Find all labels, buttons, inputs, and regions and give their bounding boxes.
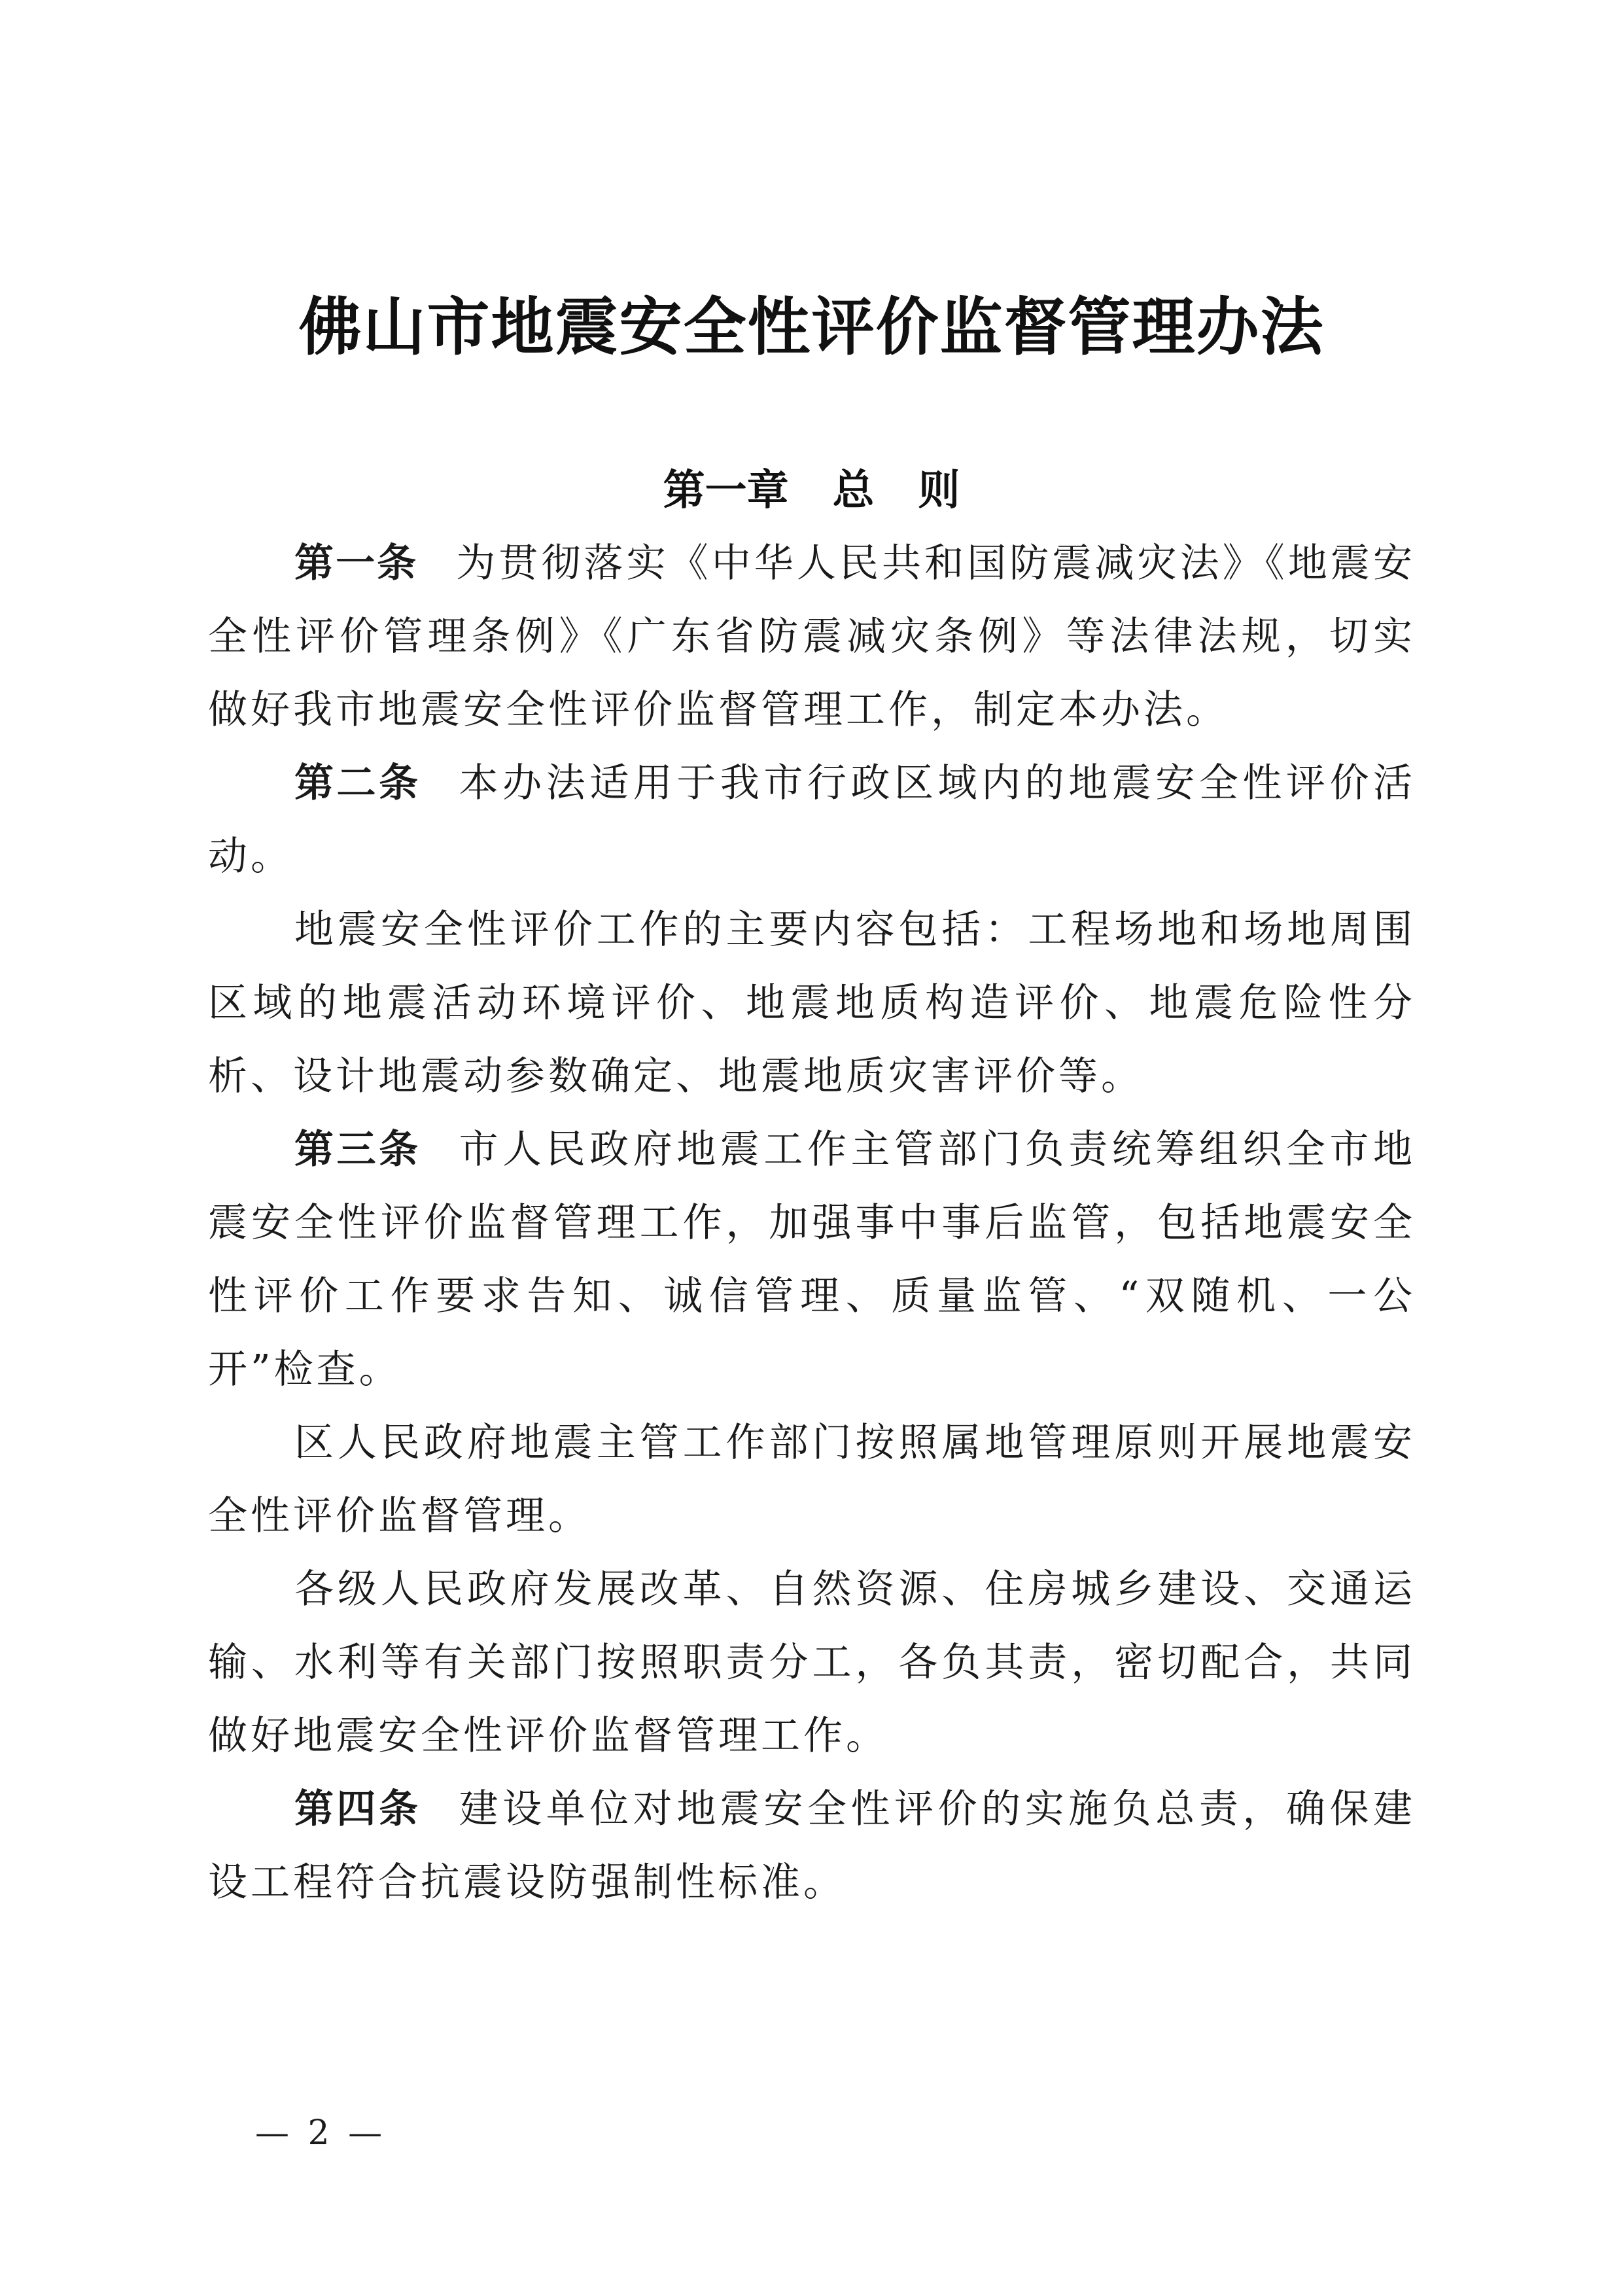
article-text: 本办法适用于我市行政区域内的地震安全性评价活动。 xyxy=(208,760,1416,879)
article-3-departments-paragraph xyxy=(208,1553,1416,1773)
article-4-paragraph xyxy=(208,1773,1416,1919)
document-title: 佛山市地震安全性评价监督管理办法 xyxy=(298,291,1325,364)
chapter-heading: 第一章 总 则 xyxy=(663,467,960,515)
document-body xyxy=(208,527,1416,1919)
article-3-paragraph xyxy=(208,1113,1416,1406)
article-2-paragraph xyxy=(208,747,1416,893)
article-2-content-paragraph xyxy=(208,893,1416,1113)
article-label: 第三条 xyxy=(294,1127,421,1173)
article-label: 第四条 xyxy=(294,1786,421,1832)
article-3-district-paragraph xyxy=(208,1406,1416,1553)
article-1-paragraph xyxy=(208,527,1416,747)
paragraph-text: 地震安全性评价工作的主要内容包括：工程场地和场地周围区域的地震活动环境评价、地震地质构造评价、地震危险性分析、设计地震动参数确定、地震地质灾害评价等。 xyxy=(208,907,1416,1099)
paragraph-text: 各级人民政府发展改革、自然资源、住房城乡建设、交通运输、水利等有关部门按照职责分工，各负其责，密切配合，共同做好地震安全性评价监督管理工作。 xyxy=(208,1566,1416,1759)
article-label: 第二条 xyxy=(294,760,421,806)
article-text: 建设单位对地震安全性评价的实施负总责，确保建设工程符合抗震设防强制性标准。 xyxy=(208,1786,1416,1905)
article-text: 市人民政府地震工作主管部门负责统筹组织全市地震安全性评价监督管理工作，加强事中事后监管，包括地震安全性评价工作要求告知、诚信管理、质量监管、“双随机、一公开”检查。 xyxy=(208,1127,1416,1392)
article-text: 为贯彻落实《中华人民共和国防震减灾法》《地震安全性评价管理条例》《广东省防震减灾条例》等法律法规，切实做好我市地震安全性评价监督管理工作，制定本办法。 xyxy=(208,540,1416,733)
article-label: 第一条 xyxy=(294,540,419,586)
paragraph-text: 区人民政府地震主管工作部门按照属地管理原则开展地震安全性评价监督管理。 xyxy=(208,1420,1416,1539)
page-number: — 2 — xyxy=(255,2113,387,2153)
